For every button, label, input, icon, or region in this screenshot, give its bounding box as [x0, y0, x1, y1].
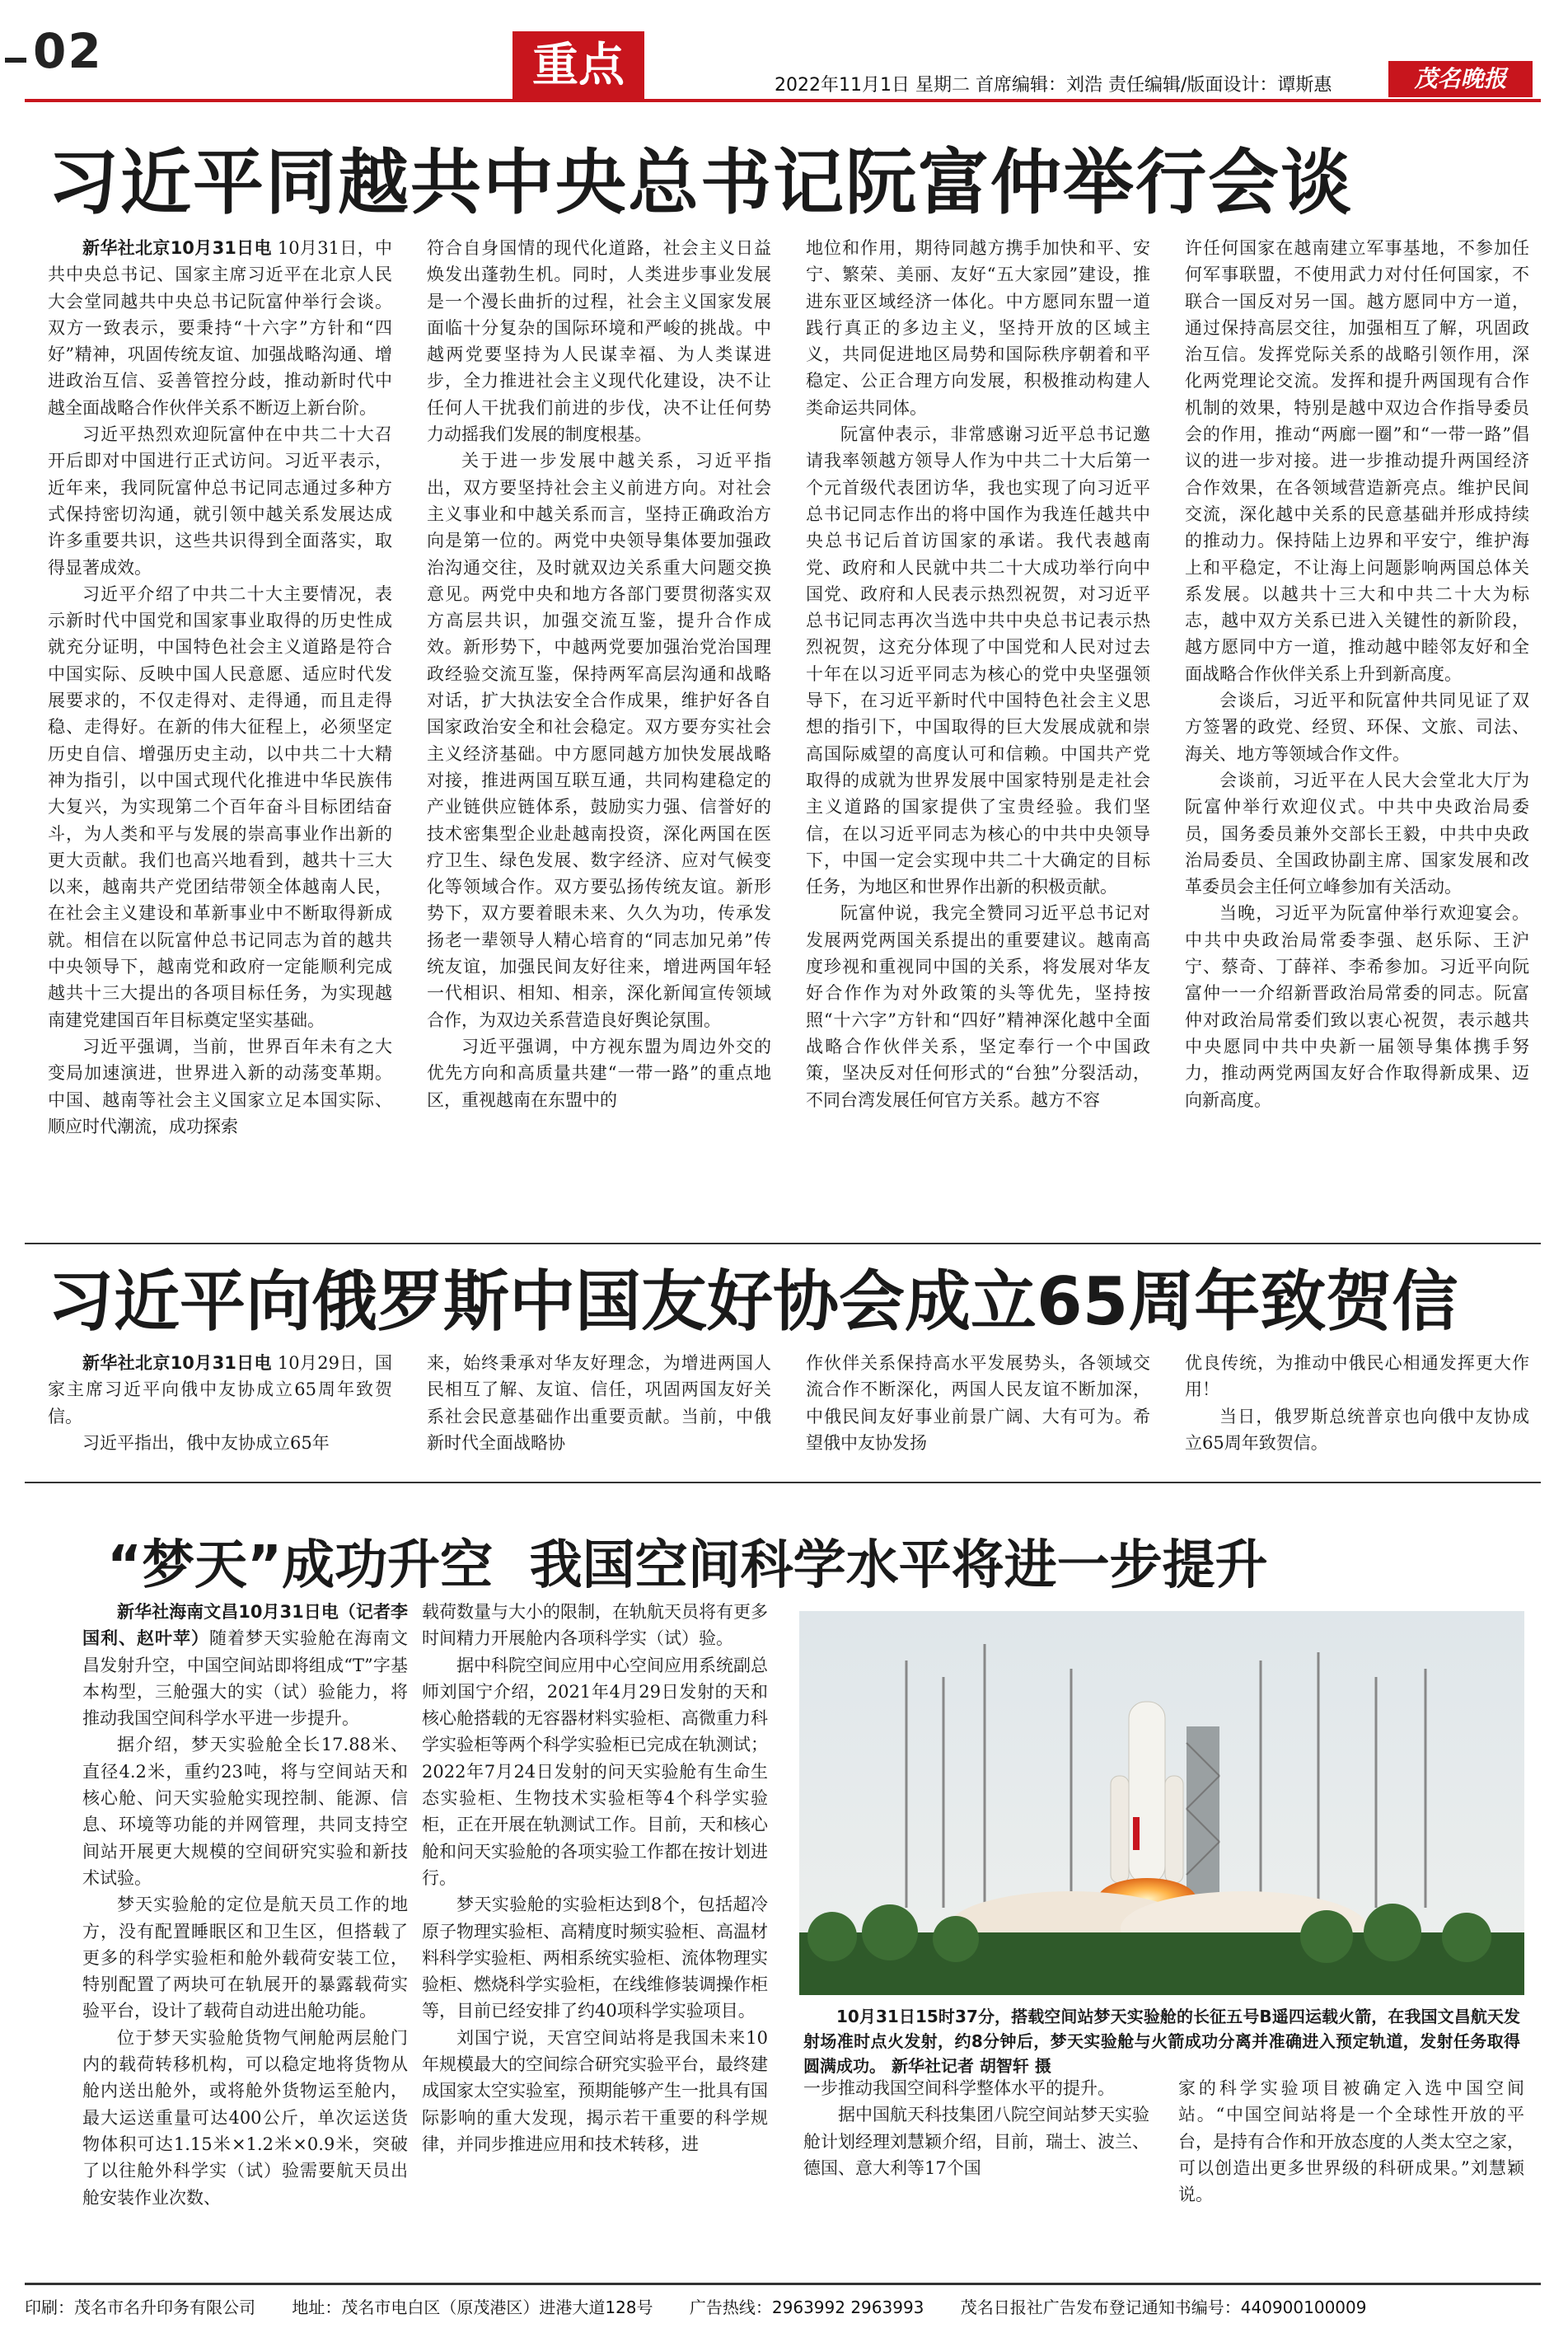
- article1-col3: 地位和作用，期待同越方携手加快和平、安宁、繁荣、美丽、友好“五大家园”建设，推进东亚区域经济一体化。中方愿同东盟一道践行真正的多边主义，坚持开放的区域主义，共同促进地区局势和国际秩序朝着和平稳定、公正合理方向发展，积极推动构建人类命运共同体。 阮富仲表示，非常感谢习近平总书记邀请我率领越方领导人作为中共二十大后第一个元首级代表团访华，我也实现了向习近平总书记同志作出的将中国作为我连任越共中央总书记后首访国家的承诺。我代表越南党、政府和人民就中共二十大成功举行向中国党、政府和人民表示热烈祝贺，对习近平总书记同志再次当选中共中央总书记表示热烈祝贺，这充分体现了中国党和人民对过去十年在以习近平同志为核心的党中央坚强领导下，在习近平新时代中国特色社会主义思想的指引下，中国取得的巨大发展成就和崇高国际威望的高度认可和信赖。中国共产党取得的成就为世界发展中国家特别是走社会主义道路的国家提供了宝贵经验。我们坚信，在以习近平同志为核心的中共中央领导下，中国一定会实现中共二十大确定的目标任务，为地区和世界作出新的积极贡献。 阮富仲说，我完全赞同习近平总书记对发展两党两国关系提出的重要建议。越南高度珍视和重视同中国的关系，将发展对华友好合作作为对外政策的头等优先，坚持按照“十六字”方针和“四好”精神深化越中全面战略合作伙伴关系，坚定奉行一个中国政策，坚决反对任何形式的“台独”分裂活动，不同台湾发展任何官方关系。越方不容: [806, 238, 1150, 1110]
- footer-printer: 印刷：茂名市名升印务有限公司: [25, 2298, 255, 2317]
- article1-col2: 符合自身国情的现代化道路，社会主义日益焕发出蓬勃生机。同时，人类进步事业发展是一个漫长曲折的过程，社会主义国家发展面临十分复杂的国际环境和严峻的挑战。中越两党要坚持为人民谋幸福、为人类谋进步，全力推进社会主义现代化建设，决不让任何人干扰我们前进的步伐，决不让任何势力动摇我们发展的制度根基。 关于进一步发展中越关系，习近平指出，双方要坚持社会主义前进方向。对社会主义事业和中越关系而言，坚持正确政治方向是第一位的。两党中央领导集体要加强政治沟通交往，及时就双边关系重大问题交换意见。两党中央和地方各部门要贯彻落实双方高层共识，加强交流互鉴，提升合作成效。新形势下，中越两党要加强治党治国理政经验交流互鉴，保持两军高层沟通和战略对话，扩大执法安全合作成果，维护好各自国家政治安全和社会稳定。双方要夯实社会主义经济基础。中方愿同越方加快发展战略对接，推进两国互联互通，共同构建稳定的产业链供应链体系，鼓励实力强、信誉好的技术密集型企业赴越南投资，深化两国在医疗卫生、绿色发展、数字经济、应对气候变化等领域合作。双方要弘扬传统友谊。新形势下，双方要着眼未来、久久为功，传承发扬老一辈领导人精心培育的“同志加兄弟”传统友谊，加强民间友好往来，增进两国年轻一代相识、相知、相亲，深化新闻宣传领域合作，为双边关系营造良好舆论氛围。 习近平强调，中方视东盟为周边外交的优先方向和高质量共建“一带一路”的重点地区，重视越南在东盟中的: [427, 238, 771, 1110]
- footer-rule: [25, 2283, 1541, 2285]
- article2-col2: 来，始终秉承对华友好理念，为增进两国人民相互了解、友谊、信任，巩固两国友好关系社会民意基础作出重要贡献。当前，中俄新时代全面战略协: [427, 1353, 771, 1453]
- article2-col1: 新华社北京10月31日电 10月29日，国家主席习近平向俄中友协成立65周年致贺信。 习近平指出，俄中友协成立65年: [48, 1353, 392, 1453]
- footer-address: 地址：茂名市电白区（原茂港区）进港大道128号: [292, 2298, 653, 2317]
- footer-license: 茂名日报社广告发布登记通知书编号：440900100009: [960, 2298, 1367, 2317]
- rocket-launch-image: [799, 1611, 1524, 1995]
- article3-col3: 一步推动我国空间科学整体水平的提升。 据中国航天科技集团八院空间站梦天实验舱计划经理刘慧颖介绍，目前，瑞士、波兰、德国、意大利等17个国: [803, 2078, 1149, 2178]
- article2-col3: 作伙伴关系保持高水平发展势头，各领域交流合作不断深化，两国人民友谊不断加深，中俄民间友好事业前景广阔、大有可为。希望俄中友协发扬: [806, 1353, 1150, 1453]
- article-divider: [25, 1243, 1541, 1244]
- rocket-launch-photo: [799, 1611, 1524, 1995]
- footer: [25, 2294, 1541, 2318]
- photo-caption: 10月31日15时37分，搭载空间站梦天实验舱的长征五号B遥四运载火箭，在我国文昌航天发射场准时点火发射，约8分钟后，梦天实验舱与火箭成功分离并准确进入预定轨道，发射任务取得圆满成功。 新华社记者 胡智轩 摄: [803, 2007, 1520, 2076]
- article1-dateline: 新华社北京10月31日电: [82, 238, 272, 258]
- newspaper-logo: 茂名晚报: [1388, 61, 1533, 97]
- footer-hotline: 广告热线：2963992 2963993: [689, 2298, 924, 2317]
- article3-col2: 载荷数量与大小的限制，在轨航天员将有更多时间精力开展舱内各项科学实（试）验。 据中科院空间应用中心空间应用系统副总师刘国宁介绍，2021年4月29日发射的天和核心舱搭载的无容器材料实验柜、高微重力科学实验柜等两个科学实验柜已完成在轨测试；2022年7月24日发射的问天实验舱有生命生态实验柜、生物技术实验柜等4个科学实验柜，正在开展在轨测试工作。目前，天和核心舱和问天实验舱的各项实验工作都在按计划进行。 梦天实验舱的实验柜达到8个，包括超冷原子物理实验柜、高精度时频实验柜、高温材料科学实验柜、两相系统实验柜、流体物理实验柜、燃烧科学实验柜，在线维修装调操作柜等，目前已经安排了约40项科学实验项目。 刘国宁说，天宫空间站将是我国未来10年规模最大的空间综合研究实验平台，最终建成国家太空实验室，预期能够产生一批具有国际影响的重大发现，揭示若干重要的科学规律，并同步推进应用和技术转移，进: [422, 1602, 768, 2154]
- article2-col4: 优良传统，为推动中俄民心相通发挥更大作用！ 当日，俄罗斯总统普京也向俄中友协成立65周年致贺信。: [1185, 1353, 1529, 1453]
- article2-headline: 习近平向俄罗斯中国友好协会成立65周年致贺信: [48, 1263, 1458, 1340]
- article-divider: [25, 1482, 1541, 1483]
- article1-col1: 新华社北京10月31日电 10月31日，中共中央总书记、国家主席习近平在北京人民大会堂同越共中央总书记阮富仲举行会谈。双方一致表示，要秉持“十六字”方针和“四好”精神，巩固传统友谊、加强战略沟通、增进政治互信、妥善管控分歧，推动新时代中越全面战略合作伙伴关系不断迈上新台阶。 习近平热烈欢迎阮富仲在中共二十大召开后即对中国进行正式访问。习近平表示，近年来，我同阮富仲总书记同志通过多种方式保持密切沟通，就引领中越关系发展达成许多重要共识，这些共识得到全面落实，取得显著成效。 习近平介绍了中共二十大主要情况，表示新时代中国党和国家事业取得的历史性成就充分证明，中国特色社会主义道路是符合中国实际、反映中国人民意愿、适应时代发展要求的，不仅走得对、走得通，而且走得稳、走得好。在新的伟大征程上，必须坚定历史自信、增强历史主动，以中共二十大精神为指引，以中国式现代化推进中华民族伟大复兴，为实现第二个百年奋斗目标团结奋斗，为人类和平与发展的崇高事业作出新的更大贡献。我们也高兴地看到，越共十三大以来，越南共产党团结带领全体越南人民，在社会主义建设和革新事业中不断取得新成就。相信在以阮富仲总书记同志为首的越共中央领导下，越南党和政府一定能顺利完成越共十三大提出的各项目标任务，为实现越南建党建国百年目标奠定坚实基础。 习近平强调，当前，世界百年未有之大变局加速演进，世界进入新的动荡变革期。中国、越南等社会主义国家立足本国实际、顺应时代潮流，成功探索: [48, 238, 392, 1136]
- issue-info: 2022年11月1日 星期二 首席编辑：刘浩 责任编辑/版面设计：谭斯惠: [775, 75, 1332, 96]
- article3-col4: 家的科学实验项目被确定入选中国空间站。“中国空间站将是一个全球性开放的平台，是持有合作和开放态度的人类太空之家，可以创造出更多世界级的科研成果。”刘慧颖说。: [1178, 2078, 1524, 2205]
- page-number: 02: [33, 23, 103, 79]
- article3-dateline: 新华社海南文昌10月31日电（记者李国利、赵叶苹）: [82, 1602, 408, 1649]
- article3-headline: “梦天”成功升空 我国空间科学水平将进一步提升: [107, 1535, 1268, 1596]
- header-rule: [25, 99, 1541, 102]
- article1-headline: 习近平同越共中央总书记阮富仲举行会谈: [48, 142, 1353, 224]
- section-badge: 重点: [513, 31, 644, 101]
- article3-col1: 新华社海南文昌10月31日电（记者李国利、赵叶苹）随着梦天实验舱在海南文昌发射升空，中国空间站即将组成“T”字基本构型，三舱强大的实（试）验能力，将推动我国空间科学水平进一步提升。 据介绍，梦天实验舱全长17.88米、直径4.2米，重约23吨，将与空间站天和核心舱、问天实验舱实现控制、能源、信息、环境等功能的并网管理，共同支持空间站开展更大规模的空间研究实验和新技术试验。 梦天实验舱的定位是航天员工作的地方，没有配置睡眠区和卫生区，但搭载了更多的科学实验柜和舱外载荷安装工位，特别配置了两块可在轨展开的暴露载荷实验平台，设计了载荷自动进出舱功能。 位于梦天实验舱货物气闸舱两层舱门内的载荷转移机构，可以稳定地将货物从舱内送出舱外，或将舱外货物运至舱内，最大运送重量可达400公斤，单次运送货物体积可达1.15米×1.2米×0.9米，突破了以往舱外科学实（试）验需要航天员出舱安装作业次数、: [82, 1602, 408, 2208]
- article1-col4: 许任何国家在越南建立军事基地，不参加任何军事联盟，不使用武力对付任何国家，不联合一国反对另一国。越方愿同中方一道，通过保持高层交往，加强相互了解，巩固政治互信。发挥党际关系的战略引领作用，深化两党理论交流。发挥和提升两国现有合作机制的效果，特别是越中双边合作指导委员会的作用，推动“两廊一圈”和“一带一路”倡议的进一步对接。进一步推动提升两国经济合作效果，在各领域营造新亮点。维护民间交流，深化越中关系的民意基础并形成持续的推动力。保持陆上边界和平安宁，维护海上和平稳定，不让海上问题影响两国总体关系发展。以越共十三大和中共二十大为标志，越中双方关系已进入关键性的新阶段，越方愿同中方一道，推动越中睦邻友好和全面战略合作伙伴关系上升到新高度。 会谈后，习近平和阮富仲共同见证了双方签署的政党、经贸、环保、文旅、司法、海关、地方等领域合作文件。 会谈前，习近平在人民大会堂北大厅为阮富仲举行欢迎仪式。中共中央政治局委员，国务委员兼外交部长王毅，中共中央政治局委员、全国政协副主席、国家发展和改革委员会主任何立峰参加有关活动。 当晚，习近平为阮富仲举行欢迎宴会。中共中央政治局常委李强、赵乐际、王沪宁、蔡奇、丁薛祥、李希参加。习近平向阮富仲一一介绍新晋政治局常委的同志。阮富仲对政治局常委们致以衷心祝贺，表示越共中央愿同中共中央新一届领导集体携手努力，推动两党两国友好合作取得新成果、迈向新高度。: [1185, 238, 1529, 1110]
- article2-dateline: 新华社北京10月31日电: [82, 1353, 272, 1373]
